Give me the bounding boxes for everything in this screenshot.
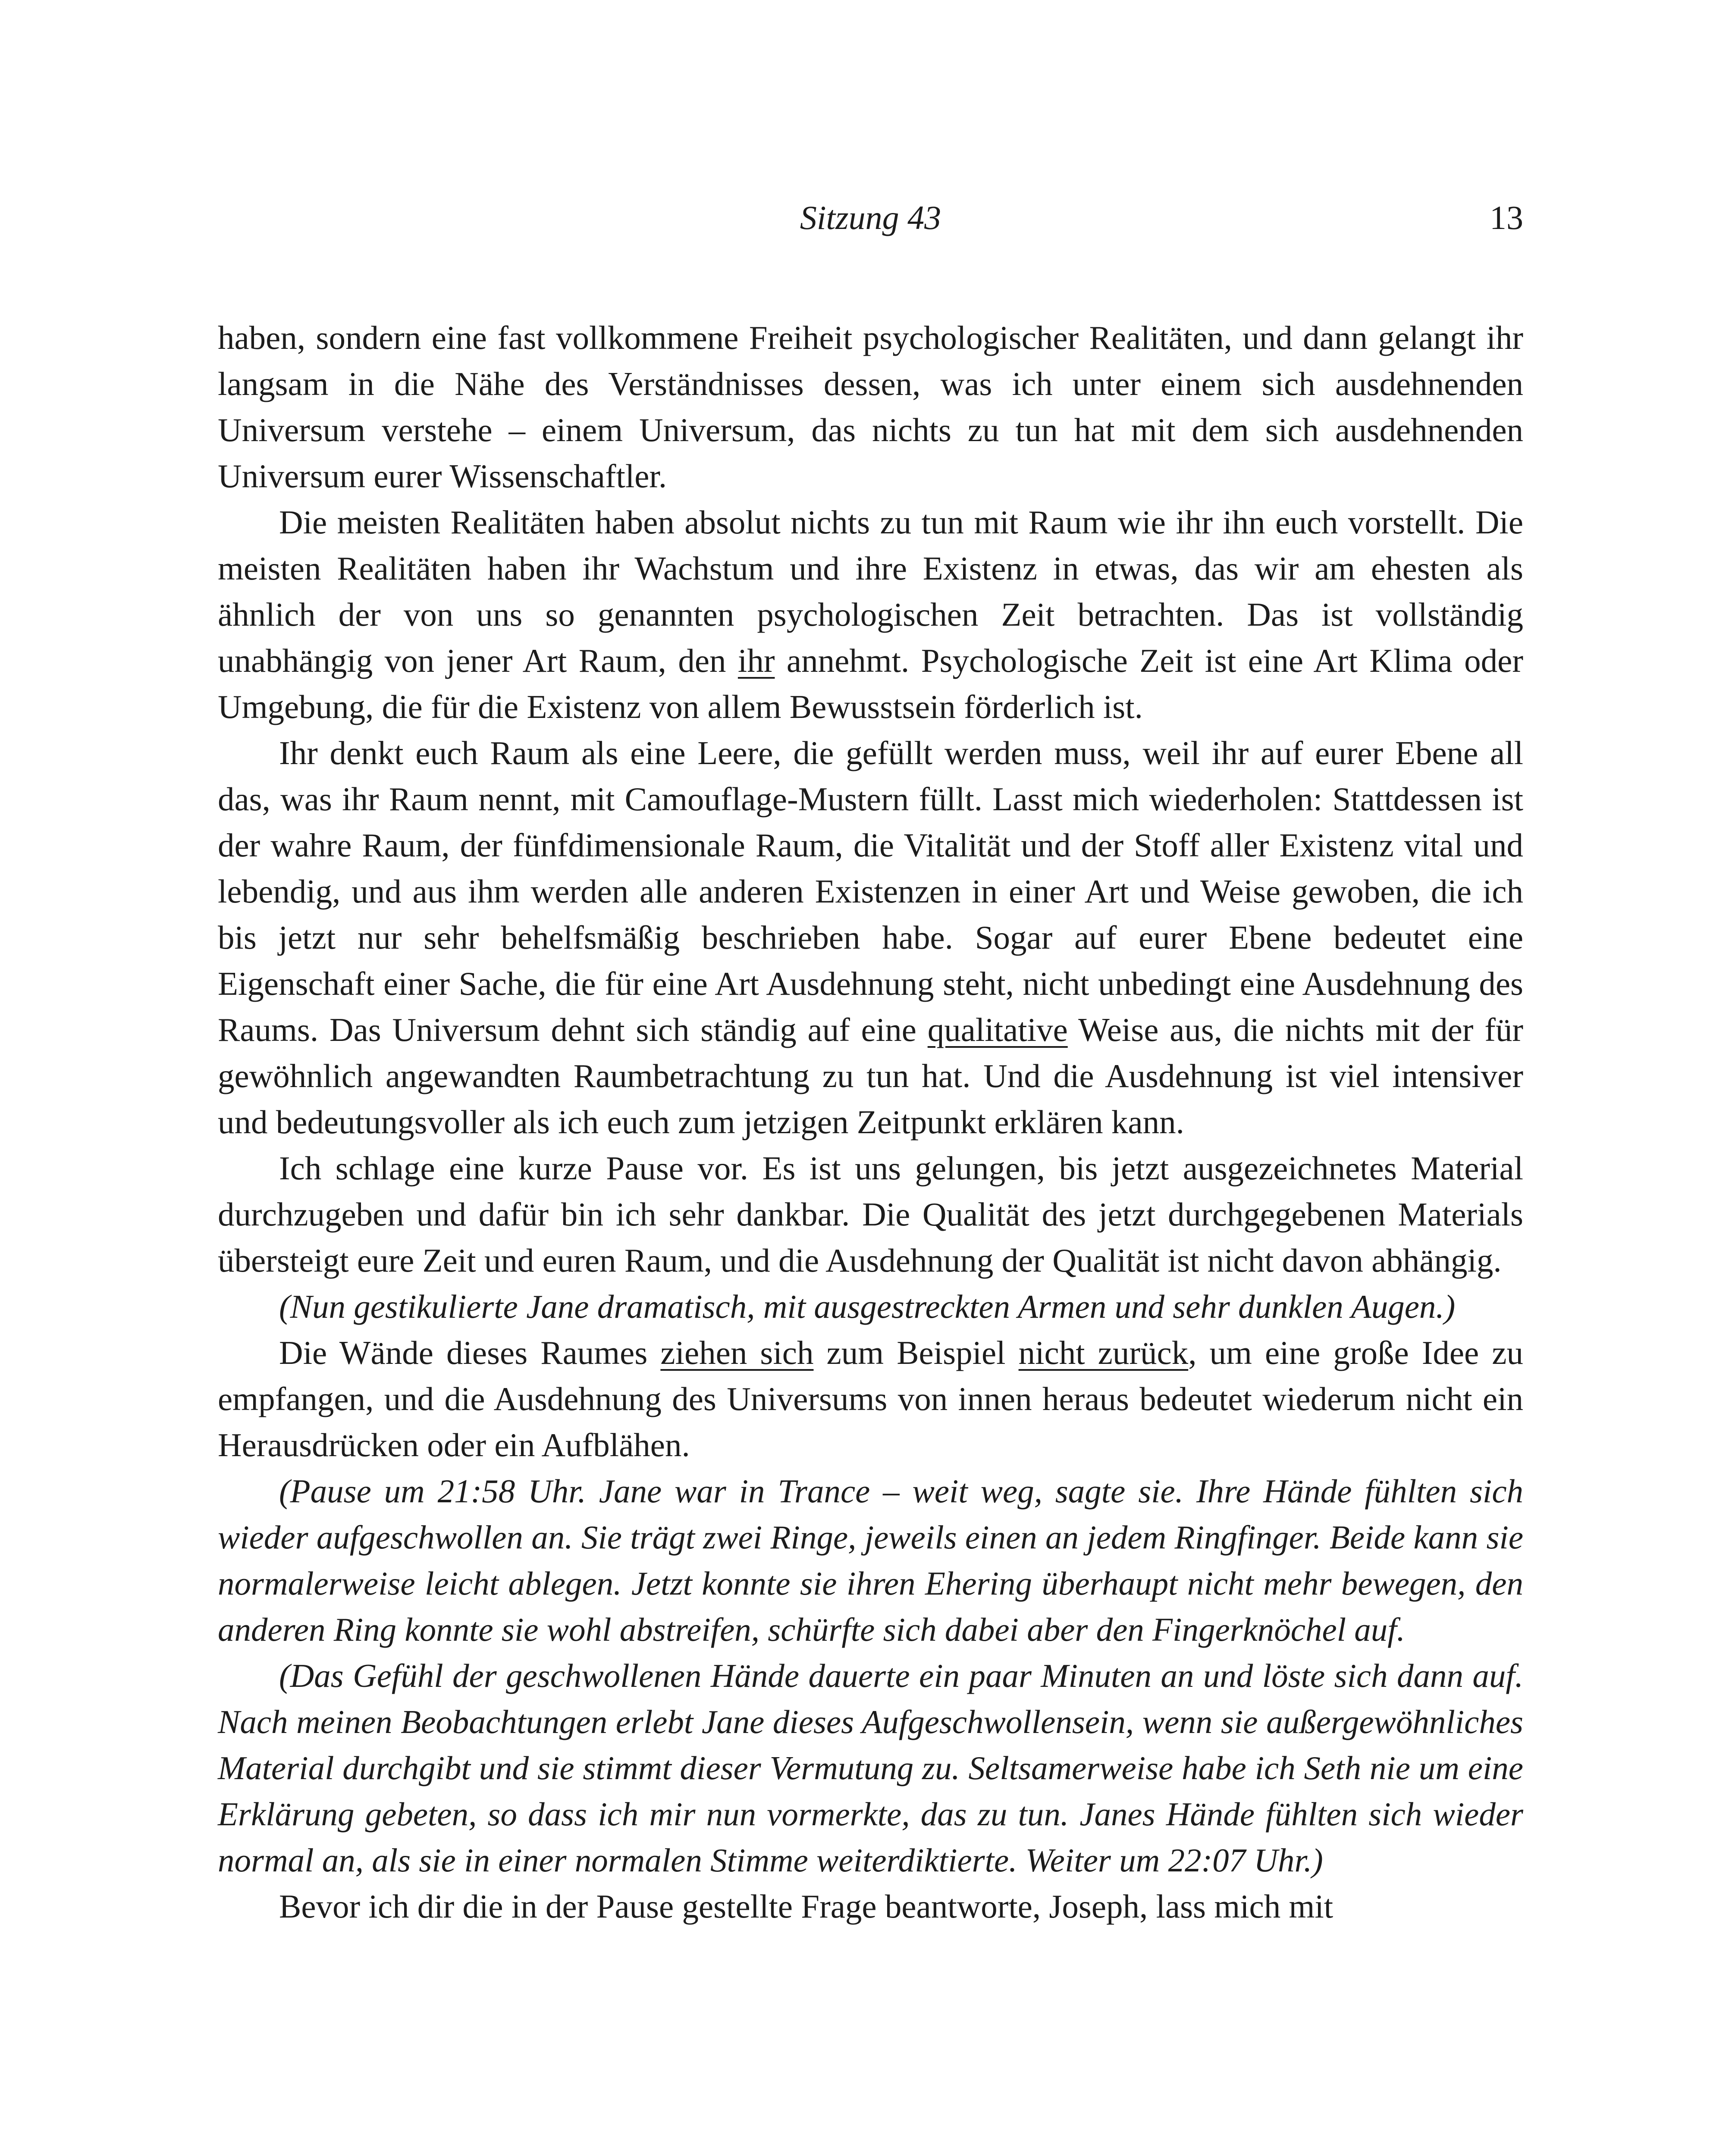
body-paragraph [218,1883,1523,1930]
underlined-emphasis: ihr [737,642,775,679]
running-header [218,198,1523,250]
body-paragraph [218,730,1523,1145]
text-segment: haben, sondern eine fast vollkommene Freiheit psychologischer Realitäten, und dann gelangt ihr langsam in die Nähe des Verständnisses dessen, was ich unter einem sich ausdehnenden Universum verstehe – einem Universum, das nichts zu tun hat mit dem sich ausdehnenden Universum eurer Wissenschaftler. [218,319,1523,495]
text-segment: Die Wände dieses Raumes [279,1334,661,1371]
italic-note-paragraph [218,1284,1523,1330]
underlined-emphasis: qualitative [927,1011,1068,1048]
underlined-emphasis: nicht zurück [1018,1334,1189,1371]
text-segment: (Das Gefühl der geschwollenen Hände dauerte ein paar Minuten an und löste sich dann auf. Nach meinen Beobachtungen erlebt Jane dieses Aufgeschwollensein, wenn sie außergewöhnliches Material durchgibt und sie stimmt dieser Vermutung zu. Seltsamerweise habe ich Seth nie um eine Erklärung gebeten, so dass ich mir nun vormerkte, das zu tun. Janes Hände fühlten sich wieder normal an, als sie in einer normalen Stimme weiterdiktierte. Weiter um 22:07 Uhr.) [218,1657,1523,1879]
body-paragraph [218,1330,1523,1468]
text-segment: Die meisten Realitäten haben absolut nichts zu tun mit Raum wie ihr ihn euch vorstellt. Die meisten Realitäten haben ihr Wachstum und ihre Existenz in etwas, das wir am ehesten als ähnlich der von uns so genannten psychologischen Zeit betrachten. Das ist vollständig unabhängig von jener Art Raum, den [218,504,1523,679]
body-paragraph [218,1145,1523,1284]
italic-note-paragraph [218,1468,1523,1653]
text-segment: annehmt. Psychologische Zeit ist eine Art Klima oder Umgebung, die für die Existenz von allem Bewusstsein förderlich ist. [218,642,1523,725]
text-segment: (Pause um 21:58 Uhr. Jane war in Trance – weit weg, sagte sie. Ihre Hände fühlten sich wieder aufgeschwollen an. Sie trägt zwei Ringe, jeweils einen an jedem Ringfinger. Beide kann sie normalerweise leicht ablegen. Jetzt konnte sie ihren Ehering überhaupt nicht mehr bewegen, den anderen Ring konnte sie wohl abstreifen, schürfte sich dabei aber den Fingerknöchel auf. [218,1473,1523,1648]
text-segment: Bevor ich dir die in der Pause gestellte Frage beantworte, Joseph, lass mich mit [279,1888,1334,1925]
page-number: 13 [1490,199,1523,236]
text-segment: Weise aus, die nichts mit der für gewöhnlich angewandten Raumbetrachtung zu tun hat. Und die Ausdehnung ist viel intensiver und bedeutungsvoller als ich euch zum jetzigen Zeitpunkt erklären kann. [218,1011,1524,1141]
running-title: Sitzung 43 [800,199,941,236]
text-segment: Ich schlage eine kurze Pause vor. Es ist uns gelungen, bis jetzt ausgezeichnetes Material durchzugeben und dafür bin ich sehr dankbar. Die Qualität des jetzt durchgegebenen Materials übersteigt eure Zeit und euren Raum, und die Ausdehnung der Qualität ist nicht davon abhängig. [218,1150,1523,1279]
body-text [218,315,1523,1930]
body-paragraph [218,315,1523,499]
text-segment: Ihr denkt euch Raum als eine Leere, die gefüllt werden muss, weil ihr auf eurer Ebene all das, was ihr Raum nennt, mit Camouflage-Mustern füllt. Lasst mich wiederholen: Stattdessen ist der wahre Raum, der fünfdimensionale Raum, die Vitalität und der Stoff aller Existenz vital und lebendig, und aus ihm werden alle anderen Existenzen in einer Art und Weise gewoben, die ich bis jetzt nur sehr behelfsmäßig beschrieben habe. Sogar auf eurer Ebene bedeutet eine Eigenschaft einer Sache, die für eine Art Ausdehnung steht, nicht unbedingt eine Ausdehnung des Raums. Das Universum dehnt sich ständig auf eine [218,734,1523,1048]
text-segment: (Nun gestikulierte Jane dramatisch, mit ausgestreckten Armen und sehr dunklen Augen.) [279,1288,1456,1325]
text-segment: zum Beispiel [813,1334,1019,1371]
text-segment: , um eine große Idee zu empfangen, und die Ausdehnung des Universums von innen heraus bedeutet wiederum nicht ein Herausdrücken oder ein Aufblähen. [218,1334,1523,1463]
italic-note-paragraph [218,1653,1523,1883]
body-paragraph [218,499,1523,730]
underlined-emphasis: ziehen sich [660,1334,814,1371]
